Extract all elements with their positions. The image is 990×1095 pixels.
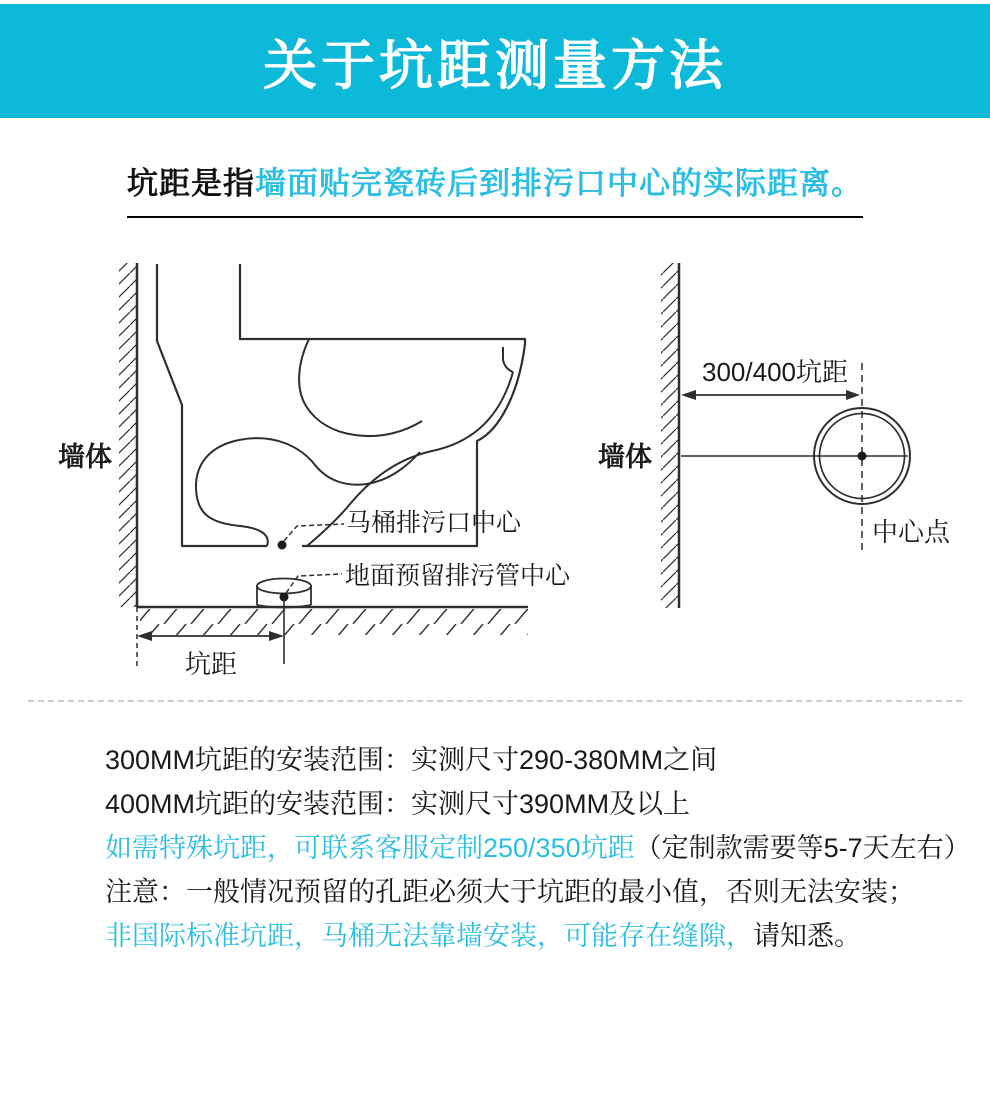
left-wall-label: 墙体 [58,442,112,472]
note-line-5 [105,914,945,958]
title-banner [0,4,990,118]
toilet-outlet-center-dot [278,541,287,550]
note-line-2: 400MM坑距的安装范围：实测尺寸390MM及以上 [105,789,691,819]
installation-notes [105,738,971,958]
right-wall-label: 墙体 [598,442,652,472]
right-wall-hatching [661,263,679,608]
note-line-3-accent: 如需特殊坑距，可联系客服定制250/350坑距 [105,833,635,863]
right-diagram [598,263,951,608]
floor-pipe-label: 地面预留排污管中心 [345,562,571,590]
note-line-3 [105,826,971,870]
right-dimension-label: 300/400坑距 [702,357,848,387]
note-line-5-rest: 请知悉。 [753,921,861,951]
subtitle-prefix: 坑距是指 [127,166,255,201]
measurement-diagrams [0,240,990,690]
toilet-outlet-label: 马桶排污口中心 [346,509,522,537]
pit-distance-label: 坑距 [184,649,238,679]
toilet-rim-hook [503,347,513,372]
note-line-5-accent: 非国际标准坑距，马桶无法靠墙安装，可能存在缝隙， [105,921,753,951]
toilet-outlet-leader-line [284,524,344,541]
toilet-outline [157,264,525,546]
subtitle [127,158,863,218]
toilet-trap-upper-curve [299,339,422,436]
floor-hatching [140,609,528,635]
subtitle-row [0,158,990,218]
subtitle-highlight: 墙面贴完瓷砖后到排污口中心的实际距离。 [255,166,863,201]
center-point-label: 中心点 [872,517,951,547]
right-dimension [681,357,860,400]
left-diagram [58,263,571,679]
pipe-center-dot [858,452,867,461]
pit-distance-dimension [137,631,284,679]
dashed-divider [28,700,962,702]
left-wall-hatching [119,263,137,607]
note-line-1: 300MM坑距的安装范围：实测尺寸290-380MM之间 [105,745,718,775]
note-line-3-rest: （定制款需要等5-7天左右） [634,833,971,863]
floor-pipe-leader-line [286,574,342,593]
page-title: 关于坑距测量方法 [263,35,727,96]
note-line-4: 注意：一般情况预留的孔距必须大于坑距的最小值，否则无法安装； [105,877,915,907]
